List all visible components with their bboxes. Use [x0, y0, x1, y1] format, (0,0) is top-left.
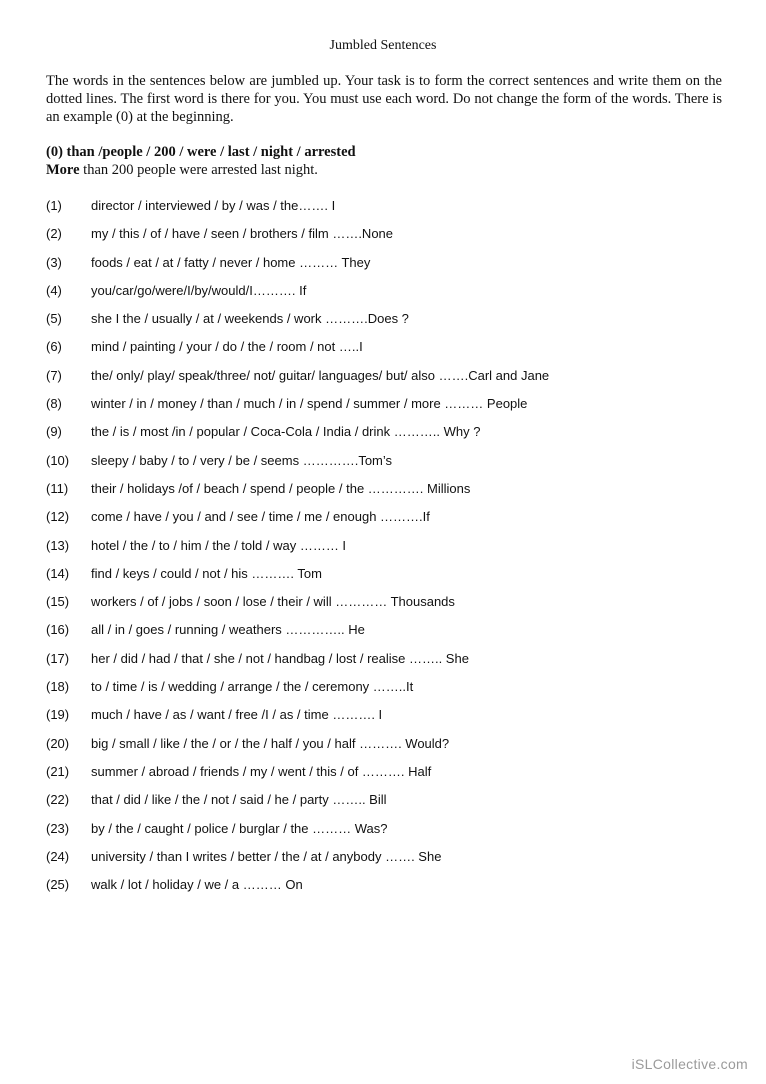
exercise-item — [46, 255, 549, 283]
exercise-number: (17) — [46, 650, 70, 666]
exercise-jumbled-words: director / interviewed / by / was / the……. I — [91, 198, 336, 213]
exercise-item — [46, 198, 549, 226]
exercise-item — [46, 792, 549, 820]
exercise-jumbled-words: sleepy / baby / to / very / be / seems ………….Tom’s — [91, 452, 393, 468]
exercise-jumbled-words: their / holidays /of / beach / spend / people / the …………. Millions — [91, 480, 471, 496]
exercise-number: (1) — [46, 198, 62, 213]
worksheet-title: Jumbled Sentences — [329, 38, 437, 53]
exercise-number: (10) — [46, 452, 70, 468]
exercise-jumbled-words: my / this / of / have / seen / brothers / film …….None — [91, 226, 394, 242]
exercise-item — [46, 622, 549, 650]
exercise-number: (19) — [46, 707, 70, 723]
exercise-item — [46, 849, 549, 877]
exercise-jumbled-words: the/ only/ play/ speak/three/ not/ guitar/ languages/ but/ also …….Carl and Jane — [91, 367, 550, 383]
exercise-jumbled-words: to / time / is / wedding / arrange / the / ceremony ……..It — [91, 679, 414, 695]
exercise-item — [46, 396, 549, 424]
exercise-jumbled-words: come / have / you / and / see / time / me / enough ……….If — [91, 509, 430, 525]
exercise-number: (9) — [46, 424, 62, 440]
exercise-jumbled-words: big / small / like / the / or / the / half / you / half ………. Would? — [91, 735, 450, 751]
exercise-jumbled-words: summer / abroad / friends / my / went / this / of ………. Half — [91, 763, 432, 779]
exercise-jumbled-words: much / have / as / want / free /I / as / time ………. I — [91, 707, 383, 723]
exercise-number: (11) — [46, 480, 69, 496]
exercise-number: (15) — [46, 594, 70, 610]
exercise-number: (8) — [46, 396, 62, 412]
exercise-jumbled-words: walk / lot / holiday / we / a ……… On — [91, 877, 303, 893]
exercise-number: (5) — [46, 311, 62, 327]
exercise-jumbled-words: foods / eat / at / fatty / never / home ……… They — [91, 254, 371, 270]
exercise-number: (14) — [46, 565, 70, 581]
example-prompt: (0) than /people / 200 / were / last / night / arrested — [46, 144, 356, 160]
exercise-number: (2) — [46, 226, 62, 242]
exercise-item — [46, 339, 549, 367]
exercise-item — [46, 877, 549, 905]
exercise-item — [46, 594, 549, 622]
exercise-jumbled-words: you/car/go/were/I/by/would/I………. If — [91, 282, 307, 298]
example-answer — [46, 162, 318, 179]
exercise-item — [46, 481, 549, 509]
exercise-number: (6) — [46, 339, 62, 355]
exercise-number: (24) — [46, 848, 70, 864]
exercise-item — [46, 311, 549, 339]
exercise-list — [46, 198, 549, 905]
exercise-number: (7) — [46, 367, 62, 383]
exercise-jumbled-words: all / in / goes / running / weathers ………….. He — [91, 622, 365, 638]
site-watermark: iSLCollective.com — [631, 1056, 748, 1072]
exercise-item — [46, 764, 549, 792]
exercise-number: (22) — [46, 792, 70, 808]
exercise-number: (13) — [46, 537, 70, 553]
exercise-item — [46, 538, 549, 566]
exercise-jumbled-words: her / did / had / that / she / not / handbag / lost / realise …….. She — [91, 650, 469, 666]
example-answer-rest: than 200 people were arrested last night. — [79, 162, 318, 178]
exercise-number: (3) — [46, 254, 62, 270]
exercise-jumbled-words: university / than I writes / better / the / at / anybody ……. She — [91, 848, 442, 864]
exercise-number: (4) — [46, 282, 62, 298]
exercise-number: (18) — [46, 679, 70, 695]
exercise-item — [46, 707, 549, 735]
exercise-jumbled-words: by / the / caught / police / burglar / the ……… Was? — [91, 820, 388, 836]
exercise-item — [46, 736, 549, 764]
exercise-item — [46, 226, 549, 254]
exercise-number: (25) — [46, 877, 70, 893]
exercise-jumbled-words: winter / in / money / than / much / in / spend / summer / more ……… People — [91, 396, 528, 412]
exercise-jumbled-words: the / is / most /in / popular / Coca-Cola / India / drink ……….. Why ? — [91, 424, 481, 440]
exercise-number: (21) — [46, 763, 70, 779]
exercise-item — [46, 283, 549, 311]
exercise-item — [46, 368, 549, 396]
exercise-item — [46, 424, 549, 452]
instructions-paragraph: The words in the sentences below are jumbled up. Your task is to form the correct sentences and write them on the dotted lines. The first word is there for you. You must use each word. Do not change the form of the words. There is an example (0) at the beginning. — [46, 73, 722, 125]
exercise-number: (12) — [46, 509, 70, 525]
exercise-number: (23) — [46, 820, 70, 836]
exercise-item — [46, 651, 549, 679]
exercise-item — [46, 821, 549, 849]
exercise-jumbled-words: she I the / usually / at / weekends / work ……….Does ? — [91, 311, 409, 327]
exercise-item — [46, 453, 549, 481]
exercise-number: (16) — [46, 622, 70, 638]
exercise-item — [46, 566, 549, 594]
exercise-jumbled-words: mind / painting / your / do / the / room / not …..I — [91, 339, 363, 355]
exercise-jumbled-words: that / did / like / the / not / said / he / party …….. Bill — [91, 792, 387, 808]
exercise-jumbled-words: hotel / the / to / him / the / told / way ……… I — [91, 537, 347, 553]
exercise-number: (20) — [46, 735, 70, 751]
exercise-item — [46, 509, 549, 537]
exercise-jumbled-words: find / keys / could / not / his ………. Tom — [91, 565, 322, 581]
example-answer-first-word: More — [46, 162, 80, 178]
exercise-item — [46, 679, 549, 707]
exercise-jumbled-words: workers / of / jobs / soon / lose / their / will ………… Thousands — [91, 594, 455, 610]
